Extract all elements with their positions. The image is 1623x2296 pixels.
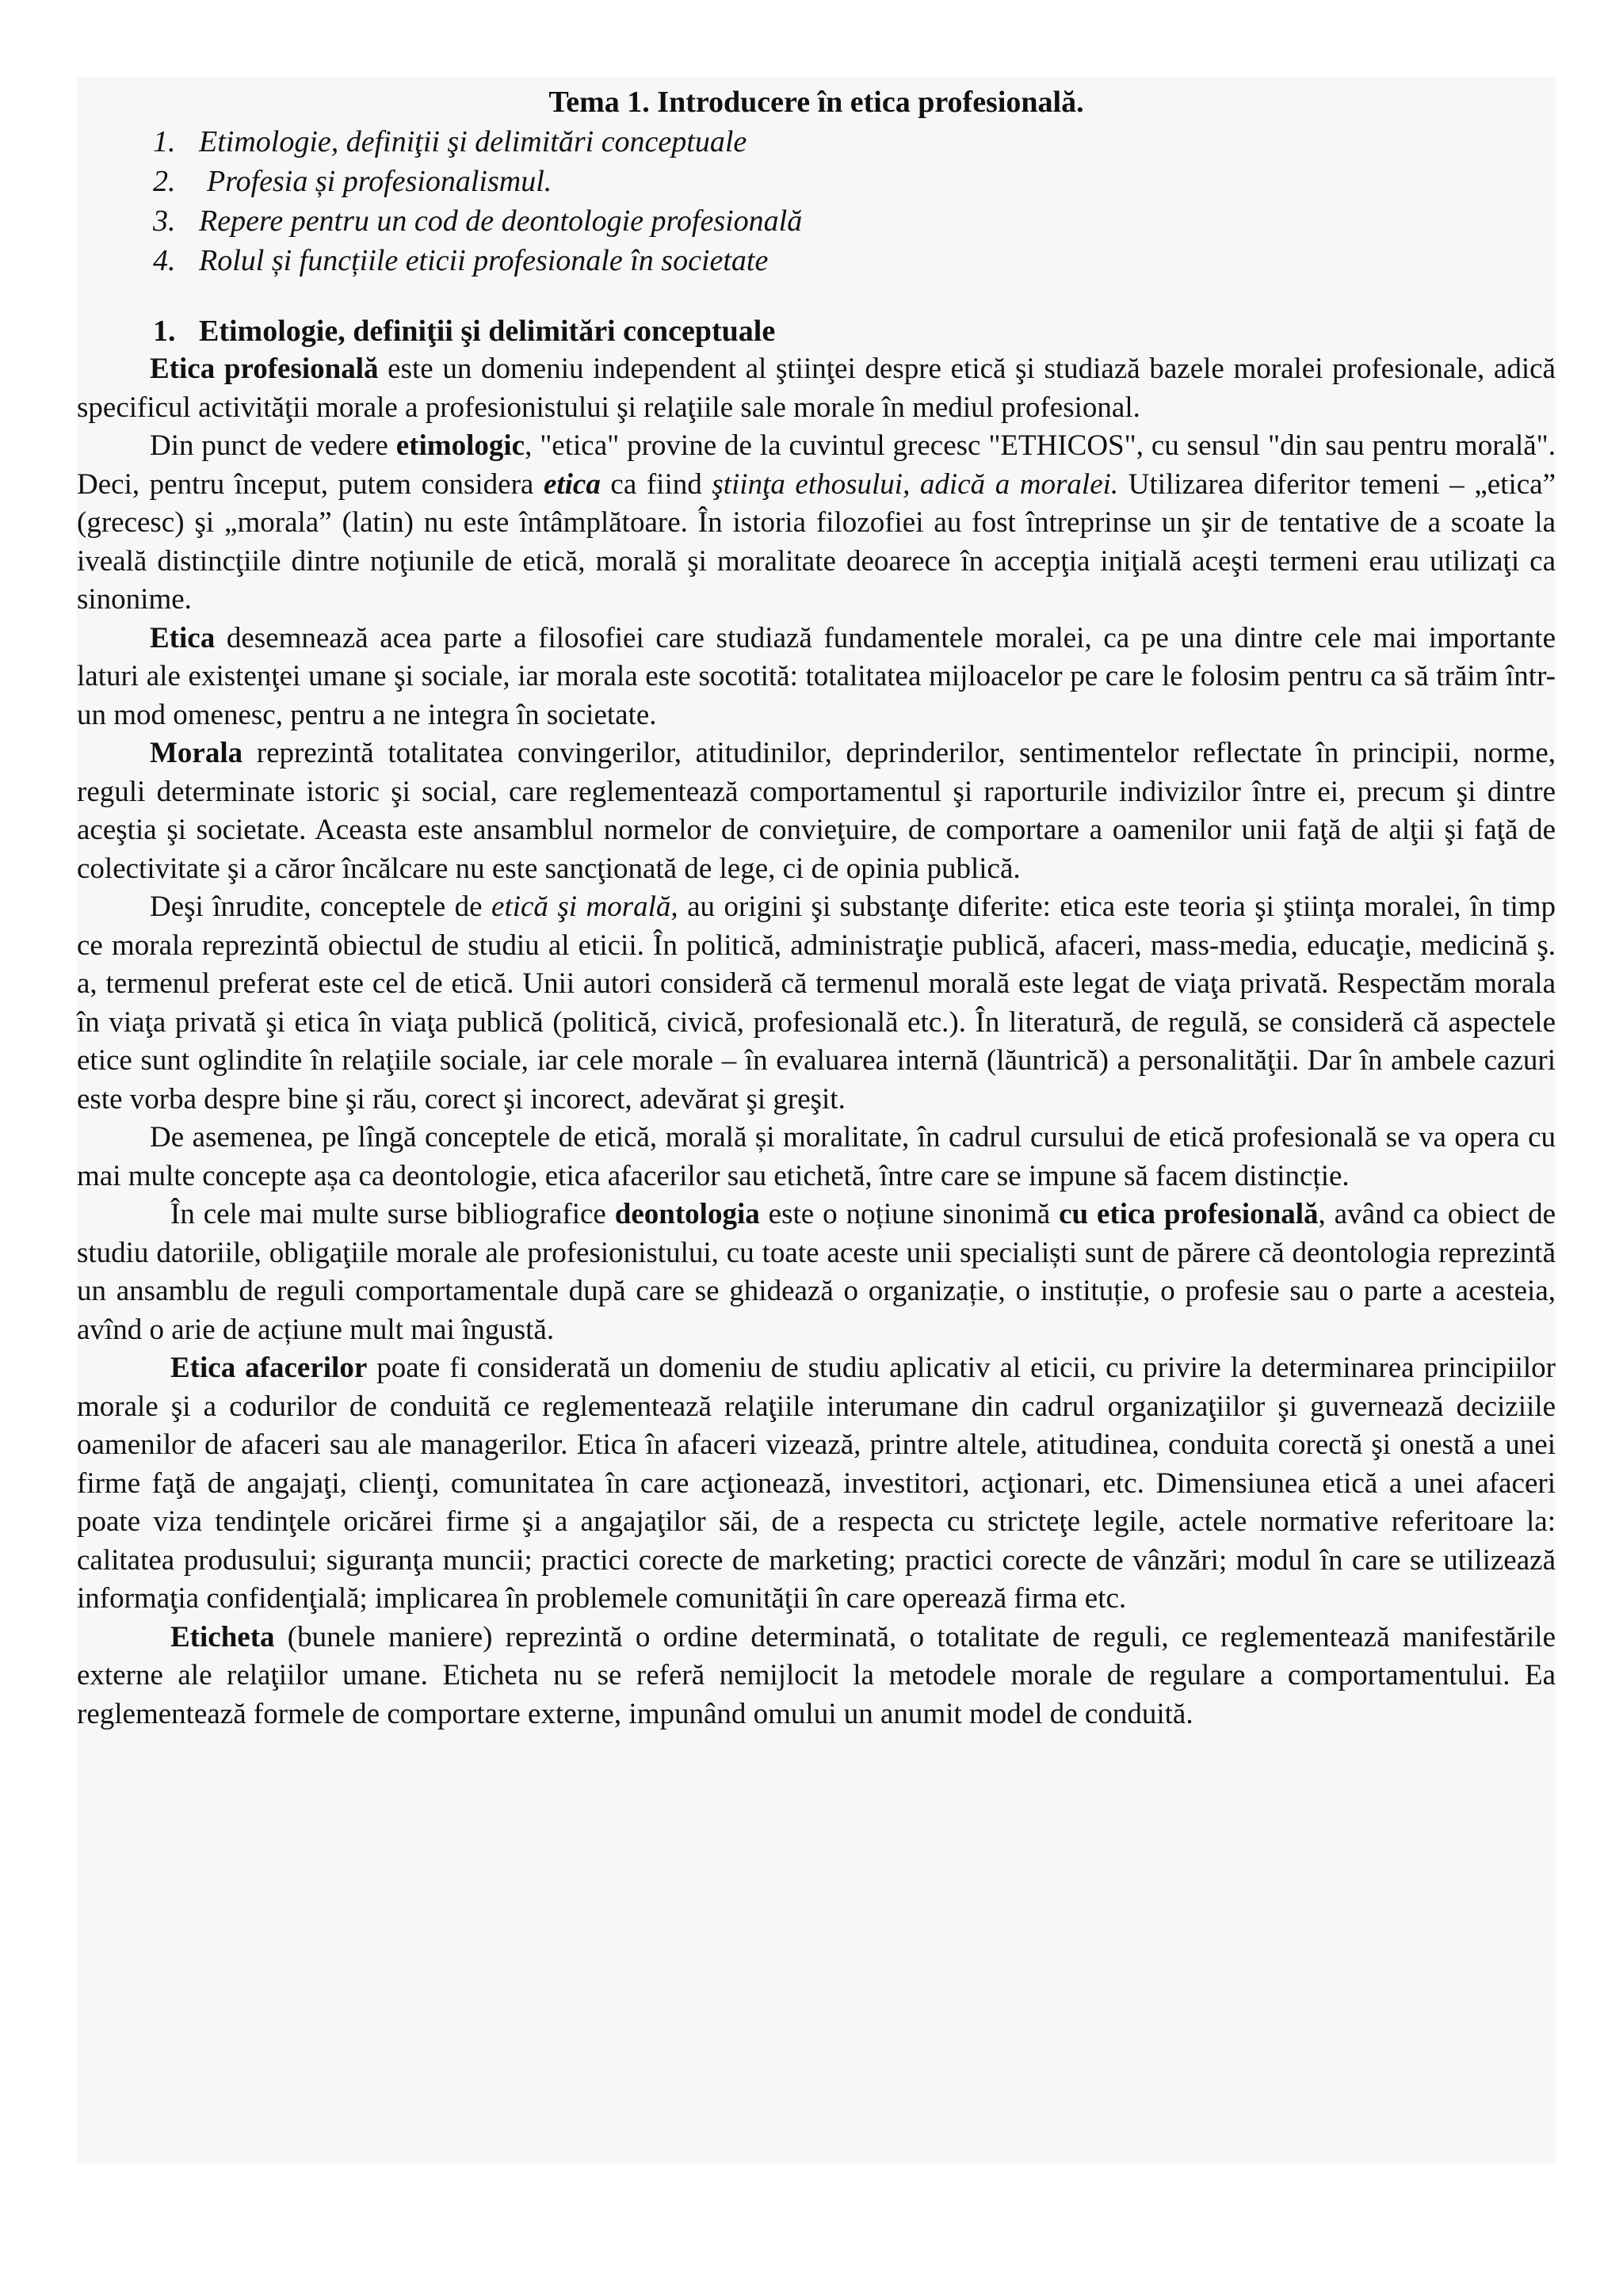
- topic-list-item: [153, 122, 1556, 162]
- paragraph-deontologia: [77, 1196, 1556, 1349]
- paragraph-text: au origini şi substanţe diferite: etica este teoria şi ştiinţa moralei, în timp ce morala reprezintă obiectul de studiu al eticii. În politică, administraţie publică, afaceri, mass-media, educaţie, medicină ş. a, termenul preferat este cel de etică. Unii autori consideră că termenul morală este legat de viaţa privată. Respectăm morala în viaţa privată şi etica în viaţa publică (politică, civică, profesională etc.). În literatură, de regulă, se consideră că aspectele etice sunt oglindite în relaţiile sociale, iar cele morale – în evaluarea internă (lăuntrică) a personalităţii. Dar în ambele cazuri este vorba despre bine şi rău, corect şi incorect, adevărat şi greşit.: [77, 891, 1556, 1116]
- paragraph-etica-si-morala: [77, 888, 1556, 1119]
- topic-text: Etimologie, definiţii şi delimitări conceptuale: [199, 125, 747, 158]
- term-italic: ştiinţa ethosului, adică a moralei.: [712, 467, 1119, 501]
- term-bold: cu etica profesională: [1059, 1198, 1319, 1230]
- topic-text: Profesia și profesionalismul.: [207, 165, 552, 198]
- paragraph-text: , "etica" provine de la cuvintul grecesc "ETHICOS", cu sensul "din sau pentru morală". Deci, pentru început, putem considera: [77, 429, 1556, 501]
- paragraph-text: Utilizarea diferitor temeni – „etica” (grecesc) şi „morala” (latin) nu este întâmplătoare. În istoria filozofiei au fost întreprinse un şir de tentative de a scoate la iveală distincţiile dintre noţiunile de etică, morală şi moralitate deoarece în accepţia iniţială aceşti termeni erau utilizaţi ca sinonime.: [77, 467, 1556, 616]
- paragraph-text: este un domeniu independent al ştiinţei despre etică şi studiază bazele moralei profesionale, adică specificul activităţii morale a profesionistului şi relaţiile sale morale în mediul profesional.: [77, 353, 1556, 424]
- section-heading: [153, 312, 1556, 350]
- term-italic: etică şi morală,: [491, 891, 678, 923]
- term-bold: Etica afacerilor: [170, 1352, 368, 1384]
- paragraph-text: reprezintă totalitatea convingerilor, atitudinilor, deprinderilor, sentimentelor reflectate în principii, norme, reguli determinate istoric şi social, care reglementează comportamentul şi raporturile indivizilor între ei, precum şi dintre aceştia şi societate. Aceasta este ansamblul normelor de convieţuire, de comportare a oamenilor unii faţă de alţii şi faţă de colectivitate şi a căror încălcare nu este sancţionată de lege, ci de opinia publică.: [77, 737, 1556, 885]
- term-bold: Etica: [150, 621, 216, 654]
- topic-text: Repere pentru un cod de deontologie profesională: [199, 204, 803, 238]
- term-bold: deontologia: [614, 1198, 760, 1230]
- paragraph-text: , având ca obiect de studiu datoriile, obligaţiile morale ale profesionistului, cu toate aceste unii specialiști sunt de părere că deontologia reprezintă un ansamblu de reguli comportamentale după care se ghidează o organizație, o instituție, o profesie sau o parte a acesteia, avînd o arie de acțiune mult mai îngustă.: [77, 1198, 1556, 1346]
- term-bold: etimologic: [395, 429, 525, 462]
- term-bold-italic: etica: [543, 467, 601, 501]
- topic-list-item: [153, 241, 1556, 280]
- topic-list-item: [153, 201, 1556, 241]
- term-bold: Morala: [150, 737, 243, 769]
- section-title: Etimologie, definiţii şi delimitări conceptuale: [199, 315, 776, 348]
- paragraph-morala: [77, 734, 1556, 888]
- paragraph-etica: [77, 620, 1556, 735]
- paragraph-concepte: [77, 1119, 1556, 1196]
- paragraph-text: De asemenea, pe lîngă conceptele de etică, morală și moralitate, în cadrul cursului de etică profesională se va opera cu mai multe concepte așa ca deontologie, etica afacerilor sau etichetă, între care se impune să facem distincție.: [77, 1121, 1556, 1192]
- topic-text: Rolul și funcțiile eticii profesionale în societate: [199, 244, 769, 277]
- paragraph-text: Din punct de vedere: [150, 429, 396, 462]
- paragraph-eticheta: [77, 1619, 1556, 1734]
- paragraph-etimologie: [77, 427, 1556, 620]
- document-page: [77, 77, 1556, 2164]
- topic-list: [77, 122, 1556, 280]
- paragraph-text: (bunele maniere) reprezintă o ordine determinată, o totalitate de reguli, ce reglementează manifestările externe ale relaţiilor umane. Eticheta nu se referă nemijlocit la metodele morale de regulare a comportamentului. Ea reglementează formele de comportare externe, impunând omului un anumit model de conduită.: [77, 1620, 1556, 1730]
- body-text: [77, 350, 1556, 1733]
- topic-number: 3.: [153, 204, 176, 238]
- paragraph-text: desemnează acea parte a filosofiei care studiază fundamentele moralei, ca pe una dintre cele mai importante laturi ale existenţei umane şi sociale, iar morala este socotită: totalitatea mijloacelor pe care le folosim pentru ca să trăim într-un mod omenesc, pentru a ne integra în societate.: [77, 621, 1556, 731]
- paragraph-etica-afacerilor: [77, 1349, 1556, 1619]
- topic-number: 4.: [153, 244, 176, 277]
- topic-list-item: [153, 162, 1556, 201]
- document-title: Tema 1. Introducere în etica profesională.: [548, 86, 1084, 119]
- topic-number: 2.: [153, 165, 176, 198]
- term-bold: Eticheta: [170, 1620, 275, 1653]
- paragraph-text: poate fi considerată un domeniu de studiu aplicativ al eticii, cu privire la determinarea principiilor morale şi a codurilor de conduită ce reglementează relaţiile interumane din cadrul organizaţiilor şi guvernează deciziile oamenilor de afaceri sau ale managerilor. Etica în afaceri vizează, printre altele, atitudinea, conduita corectă şi onestă a unei firme faţă de angajaţi, clienţi, comunitatea în care acţionează, investitori, acţionari, etc. Dimensiunea etică a unei afaceri poate viza tendinţele oricărei firme şi a angajaţilor săi, de a respecta cu stricteţe legile, actele normative referitoare la: calitatea produsului; siguranţa muncii; practici corecte de marketing; practici corecte de vânzări; modul în care se utilizează informaţia confidenţială; implicarea în problemele comunităţii în care operează firma etc.: [77, 1352, 1556, 1615]
- topic-number: 1.: [153, 125, 176, 158]
- section-number: 1.: [153, 315, 176, 348]
- term-bold: Etica profesională: [150, 353, 379, 385]
- paragraph-text: este o noțiune sinonimă: [759, 1198, 1060, 1230]
- paragraph-text: Deşi înrudite, conceptele de: [150, 891, 492, 923]
- paragraph-etica-profesionala: [77, 350, 1556, 427]
- paragraph-text: În cele mai multe surse bibliografice: [170, 1198, 615, 1230]
- paragraph-text: ca fiind: [600, 467, 712, 501]
